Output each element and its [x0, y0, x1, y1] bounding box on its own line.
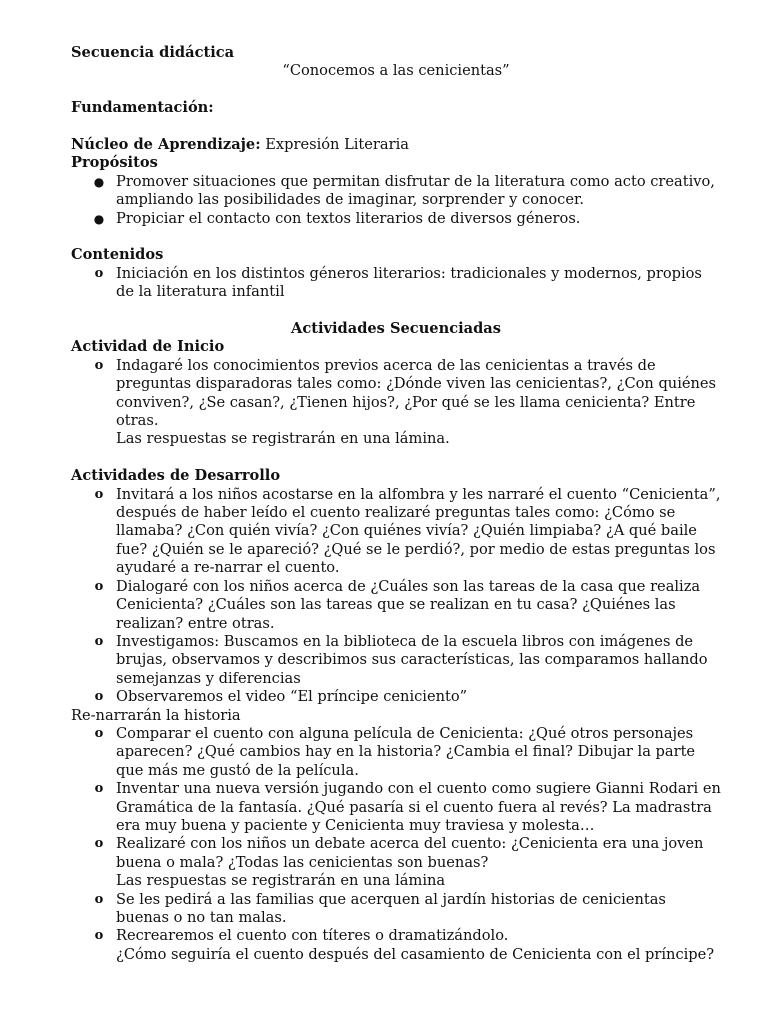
circle-bullet-icon: o [94, 486, 104, 502]
list-item [71, 780, 721, 835]
list-item-text: Dialogaré con los niños acerca de ¿Cuáles son las tareas de la casa que realiza Cenicienta? ¿Cuáles son las tareas que se realizan en tu casa? ¿Quiénes las realizan? entre otras. [116, 577, 701, 632]
spacer [71, 118, 721, 136]
list-item [71, 835, 721, 890]
actividades-heading: Actividades Secuenciadas [291, 320, 501, 338]
list-item-text: Inventar una nueva versión jugando con el cuento como sugiere Gianni Rodari en Gramática de la fantasía. ¿Qué pasaría si el cuento fuera al revés? La madrastra era muy buena y paciente y Cenicienta muy traviesa y molesta… [116, 780, 721, 834]
spacer [71, 228, 721, 246]
list-item-note: Las respuestas se registrarán en una lámina. [116, 430, 450, 448]
list-item-text: Investigamos: Buscamos en la biblioteca de la escuela libros con imágenes de brujas, observamos y describimos sus características, las comparamos hallando semejanzas y diferencias [116, 632, 708, 687]
inicio-heading: Actividad de Inicio [71, 338, 225, 356]
circle-bullet-icon: o [94, 633, 104, 649]
contenidos-list [71, 265, 721, 302]
list-item [71, 486, 721, 578]
list-item [71, 357, 721, 449]
spacer [71, 81, 721, 99]
circle-bullet-icon: o [94, 725, 104, 741]
contenidos-heading: Contenidos [71, 246, 164, 264]
document-body [71, 44, 721, 964]
list-item-text: Observaremos el video “El príncipe ceniciento” [116, 688, 468, 706]
nucleo-label: Núcleo de Aprendizaje: [71, 136, 261, 153]
desarrollo-heading: Actividades de Desarrollo [71, 467, 281, 485]
list-item-note: ¿Cómo seguiría el cuento después del casamiento de Cenicienta con el príncipe? [116, 945, 715, 963]
circle-bullet-icon: o [94, 265, 104, 281]
propositos-list [71, 173, 721, 228]
circle-bullet-icon: o [94, 578, 104, 594]
circle-bullet-icon: o [94, 928, 104, 944]
nucleo-value: Expresión Literaria [260, 136, 409, 153]
list-item [71, 688, 721, 706]
circle-bullet-icon: o [94, 689, 104, 705]
fundamentacion-heading: Fundamentación: [71, 99, 214, 117]
inicio-list [71, 357, 721, 449]
list-item [71, 265, 721, 302]
list-item-text: Iniciación en los distintos géneros literarios: tradicionales y modernos, propios de la literatura infantil [116, 264, 702, 301]
list-item-text: Se les pedirá a las familias que acerquen al jardín historias de cenicientas buenas o no tan malas. [116, 890, 666, 927]
nucleo-line [71, 136, 721, 154]
list-item [71, 927, 721, 964]
bullet-icon: ● [93, 211, 105, 226]
list-item [71, 725, 721, 780]
renarraran-line: Re-narrarán la historia [71, 706, 241, 724]
list-item-text: Recrearemos el cuento con títeres o dramatizándolo. [116, 927, 509, 945]
circle-bullet-icon: o [94, 357, 104, 373]
list-item-text: Invitará a los niños acostarse en la alfombra y les narraré el cuento “Cenicienta”, después de haber leído el cuento realizaré preguntas tales como: ¿Cómo se llamaba? ¿Con quién vivía? ¿Con quiénes vivía? ¿Quién limpiaba? ¿A qué baile fue? ¿Quién se le apareció? ¿Qué se le perdió?, por medio de estas preguntas los ayudaré a re-narrar el cuento. [116, 485, 721, 577]
list-item-text: Comparar el cuento con alguna película de Cenicienta: ¿Qué otros personajes aparecen? ¿Qué cambios hay en la historia? ¿Cambia el final? Dibujar la parte que más me gustó de la película. [116, 724, 696, 779]
list-item [71, 633, 721, 688]
spacer [71, 449, 721, 467]
list-item [71, 210, 721, 228]
circle-bullet-icon: o [94, 781, 104, 797]
list-item-text: Promover situaciones que permitan disfrutar de la literatura como acto creativo, ampliando las posibilidades de imaginar, sorprender y conocer. [116, 172, 715, 209]
list-item-text: Propiciar el contacto con textos literarios de diversos géneros. [116, 209, 581, 227]
spacer [71, 302, 721, 320]
bullet-icon: ● [93, 174, 105, 189]
doc-subtitle: “Conocemos a las cenicientas” [282, 62, 510, 80]
propositos-heading: Propósitos [71, 154, 158, 172]
list-item [71, 173, 721, 210]
circle-bullet-icon: o [94, 836, 104, 852]
circle-bullet-icon: o [94, 891, 104, 907]
list-item-text: Realizaré con los niños un debate acerca del cuento: ¿Cenicienta era una joven buena o mala? ¿Todas las cenicientas son buenas? [116, 835, 704, 871]
list-item-note: Las respuestas se registrarán en una lámina [116, 872, 446, 890]
doc-title: Secuencia didáctica [71, 44, 235, 61]
desarrollo-list-b [71, 725, 721, 964]
list-item [71, 891, 721, 928]
list-item-text: Indagaré los conocimientos previos acerca de las cenicientas a través de preguntas disparadoras tales como: ¿Dónde viven las cenicientas?, ¿Con quiénes conviven?, ¿Se casan?, ¿Tienen hijos?, ¿Por qué se les llama cenicienta? Entre otras. [116, 356, 717, 430]
list-item [71, 578, 721, 633]
desarrollo-list-a [71, 486, 721, 707]
